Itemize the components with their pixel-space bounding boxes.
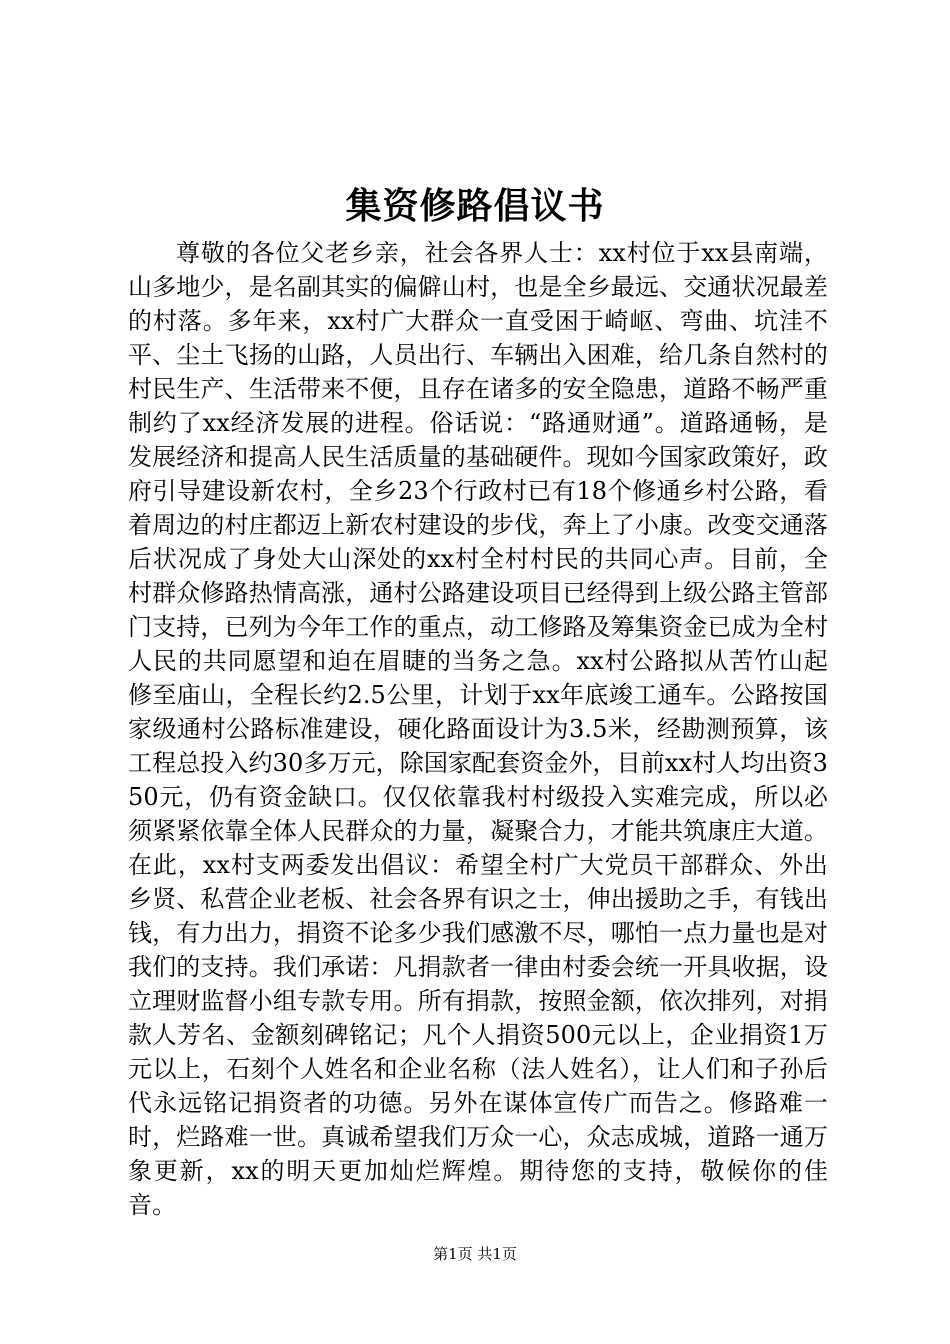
page-footer: 第1页 共1页 [433, 1245, 517, 1263]
document-body: 尊敬的各位父老乡亲，社会各界人士：xx村位于xx县南端，山多地少，是名副其实的偏僻山村，也是全乡最远、交通状况最差的村落。多年来，xx村广大群众一直受困于崎岖、弯曲、坑洼不平、尘土飞扬的山路，人员出行、车辆出入困难，给几条自然村的村民生产、生活带来不便，且存在诸多的安全隐患，道路不畅严重制约了xx经济发展的进程。俗话说：“路通财通”。道路通畅，是发展经济和提高人民生活质量的基础硬件。现如今国家政策好，政府引导建设新农村，全乡23个行政村已有18个修通乡村公路，看着周边的村庄都迈上新农村建设的步伐，奔上了小康。改变交通落后状况成了身处大山深处的xx村全村村民的共同心声。目前，全村群众修路热情高涨，通村公路建设项目已经得到上级公路主管部门支持，已列为今年工作的重点，动工修路及筹集资金已成为全村人民的共同愿望和迫在眉睫的当务之急。xx村公路拟从苦竹山起修至庙山，全程长约2.5公里，计划于xx年底竣工通车。公路按国家级通村公路标准建设，硬化路面设计为3.5米，经勘测预算，该工程总投入约30多万元，除国家配套资金外，目前xx村人均出资350元，仍有资金缺口。仅仅依靠我村村级投入实难完成，所以必须紧紧依靠全体人民群众的力量，凝聚合力，才能共筑康庄大道。在此，xx村支两委发出倡议：希望全村广大党员干部群众、外出乡贤、私营企业老板、社会各界有识之士，伸出援助之手，有钱出钱，有力出力，捐资不论多少我们感激不尽，哪怕一点力量也是对我们的支持。我们承诺：凡捐款者一律由村委会统一开具收据，设立理财监督小组专款专用。所有捐款，按照金额，依次排列，对捐款人芳名、金额刻碑铭记；凡个人捐资500元以上，企业捐资1万元以上，石刻个人姓名和企业名称（法人姓名），让人们和子孙后代永远铭记捐资者的功德。另外在谋体宣传广而告之。修路难一时，烂路难一世。真诚希望我们万众一心，众志成城，道路一通万象更新，xx的明天更加灿烂辉煌。期待您的支持，敬候你的佳音。 [128, 239, 828, 1219]
document-title: 集资修路倡议书 [345, 185, 605, 227]
